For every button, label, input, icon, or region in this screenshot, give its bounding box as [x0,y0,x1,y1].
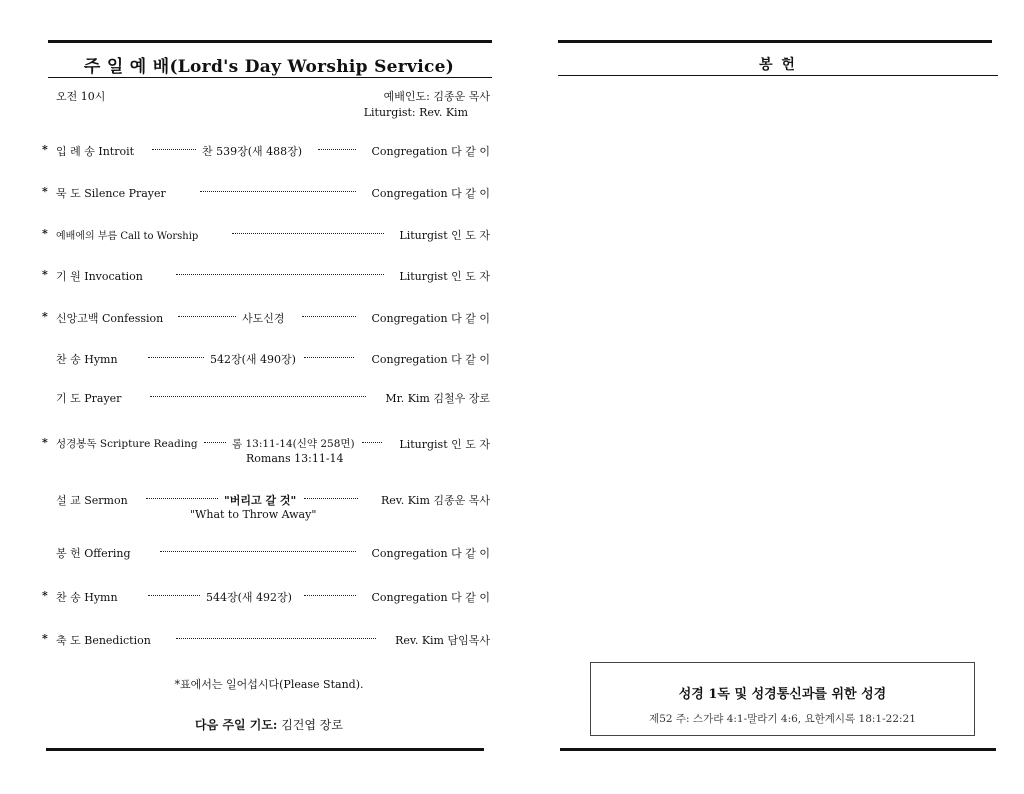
service-leader: 예배인도: 김종운 목사 [383,90,490,103]
item-label: 신앙고백 Confession [56,312,164,325]
offering-title: 봉 헌 [759,57,797,73]
item-label: 기 원 Invocation [56,270,143,283]
top-rule [48,40,492,43]
order-item-introit [36,143,496,163]
stand-marker: * [42,185,48,198]
dot-leader [176,274,384,275]
dot-leader [232,233,384,234]
right-page [512,0,1024,794]
dot-leader [304,595,356,596]
sermon-title-english: "What to Throw Away" [190,508,317,521]
next-prayer [48,716,490,733]
dot-leader [304,357,354,358]
item-detail: 찬 539장(새 488장) [202,145,303,158]
item-responsible: Congregation 다 같 이 [371,353,490,366]
item-label: 예배에의 부름 Call to Worship [56,231,199,242]
title-underline [48,77,492,78]
item-label: 설 교 Sermon [56,494,128,507]
item-label: 묵 도 Silence Prayer [56,187,166,200]
stand-note: *표에서는 일어섭시다(Please Stand). [174,678,364,691]
item-label: 봉 헌 Offering [56,547,131,560]
bible-reading-box [590,662,975,736]
item-detail: 544장(새 492장) [206,591,292,604]
scripture-english: Romans 13:11-14 [246,452,344,465]
item-detail: 542장(새 490장) [210,353,296,366]
item-responsible: Rev. Kim 담임목사 [395,634,490,647]
dot-leader [146,498,218,499]
stand-marker: * [42,227,48,240]
order-item-offering [36,545,496,565]
dot-leader [302,316,356,317]
order-item-scripture-reading [36,436,496,470]
title-underline [558,75,998,76]
item-responsible: Congregation 다 같 이 [371,547,490,560]
bible-reading-title: 성경 1독 및 성경통신과를 위한 성경 [678,687,887,702]
stand-marker: * [42,268,48,281]
bottom-rule [560,748,996,751]
item-responsible: Congregation 다 같 이 [371,187,490,200]
service-liturgist: Liturgist: Rev. Kim [363,106,468,119]
stand-marker: * [42,632,48,645]
dot-leader [200,191,356,192]
dot-leader [318,149,356,150]
sermon-title: "버리고 갈 것" [224,494,297,507]
order-item-silence-prayer [36,185,496,205]
stand-marker: * [42,143,48,156]
item-detail: 롬 13:11-14(신약 258면) [232,438,355,450]
order-item-call-to-worship [36,227,496,247]
order-item-invocation [36,268,496,288]
dot-leader [160,551,356,552]
item-label: 축 도 Benediction [56,634,151,647]
service-title: 주 일 예 배(Lord's Day Worship Service) [83,57,455,77]
dot-leader [148,595,200,596]
next-prayer-label: 다음 주일 기도: [195,718,278,732]
item-responsible: Liturgist 인 도 자 [399,270,490,283]
dot-leader [148,357,204,358]
stand-marker: * [42,310,48,323]
item-label: 찬 송 Hymn [56,353,118,366]
dot-leader [178,316,236,317]
order-item-confession [36,310,496,330]
dot-leader [150,396,366,397]
top-rule [558,40,992,43]
item-label: 성경봉독 Scripture Reading [56,438,198,450]
dot-leader [152,149,196,150]
dot-leader [304,498,358,499]
bible-reading-schedule: 제52 주: 스가랴 4:1-말라기 4:6, 요한계시록 18:1-22:21 [649,713,916,725]
stand-marker: * [42,589,48,602]
item-label: 입 례 송 Introit [56,145,135,158]
stand-marker: * [42,436,48,449]
bottom-rule [46,748,484,751]
service-time: 오전 10시 [56,90,106,103]
item-responsible: Mr. Kim 김철우 장로 [385,392,490,405]
dot-leader [204,442,226,443]
order-item-hymn-1 [36,351,496,371]
item-label: 찬 송 Hymn [56,591,118,604]
dot-leader [176,638,376,639]
item-responsible: Liturgist 인 도 자 [399,438,490,451]
order-item-hymn-2 [36,589,496,609]
item-detail: 사도신경 [242,312,285,325]
item-label: 기 도 Prayer [56,392,122,405]
dot-leader [362,442,382,443]
order-item-prayer [36,390,496,410]
next-prayer-name: 김건엽 장로 [281,718,343,732]
item-responsible: Rev. Kim 김종운 목사 [381,494,490,507]
item-responsible: Congregation 다 같 이 [371,312,490,325]
order-item-benediction [36,632,496,652]
item-responsible: Congregation 다 같 이 [371,145,490,158]
item-responsible: Liturgist 인 도 자 [399,229,490,242]
item-responsible: Congregation 다 같 이 [371,591,490,604]
order-item-sermon [36,492,496,526]
